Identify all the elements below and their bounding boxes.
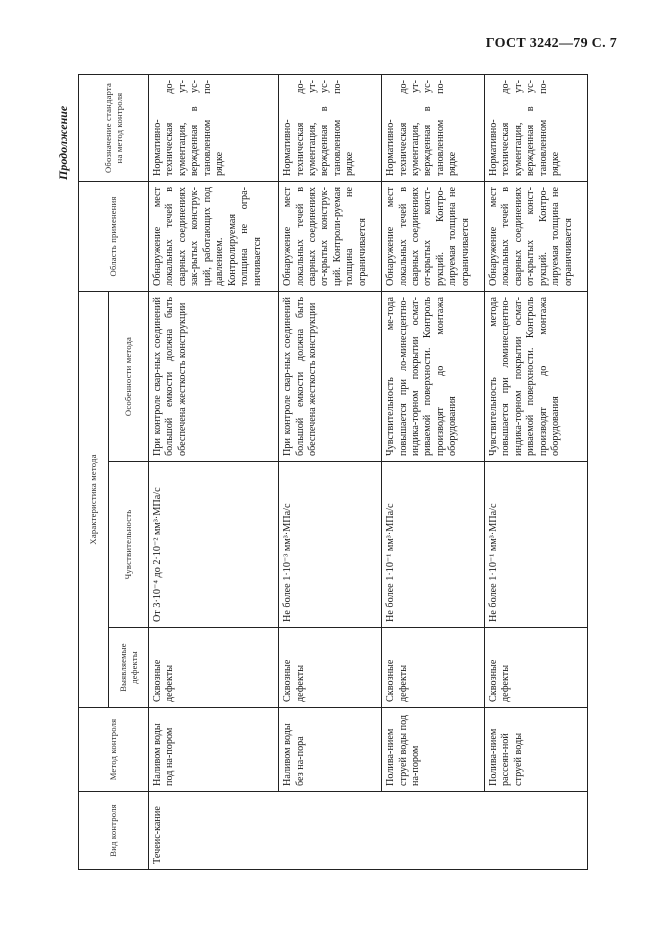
cell-sensitivity: Не более 1·10⁻¹ мм³·МПа/с [382, 462, 485, 628]
cell-features: Чувствительность ме-тода повышается при ло-минесцентно-индика-торном покрытии осмат-риваемой поверхности. Контроль производят до монтажа оборудования [382, 291, 485, 461]
cell-features: Чувствительность метода повышается при ломинесцентно-индика-торном покрытии осмат-риваемой поверхности. Контроль производят до монтажа оборудования [485, 291, 588, 461]
page-header: ГОСТ 3242—79 С. 7 [485, 36, 617, 51]
header-control-method: Метод контроля [79, 708, 149, 792]
header-method-features: Особенности метода [109, 291, 149, 461]
cell-application: Обнаружение мест локальных течей в сварных соединениях от-крытых конст-рукций. Контро-лируемая толщина не ограничивается [485, 181, 588, 291]
cell-standard: Нормативно-техническая до-кументация, ут-вержденная в ус-тановленном по-рядке [149, 74, 279, 181]
cell-features: При контроле свар-ных соединений большой емкости должна быть обеспечена жесткость конструкции [279, 291, 382, 461]
cell-defects: Сквозные дефекты [485, 628, 588, 708]
table-row [149, 74, 279, 869]
table-row [382, 74, 485, 869]
control-methods-table [78, 74, 588, 870]
continued-label: Продолжение [56, 105, 70, 180]
header-method-characteristics: Характеристика метода [79, 291, 109, 707]
cell-method: Полива-нием струей воды под на-пором [382, 708, 485, 792]
cell-defects: Сквозные дефекты [279, 628, 382, 708]
cell-features: При контроле свар-ных соединений большой емкости должна быть обеспечена жесткость конструкции [149, 291, 279, 461]
header-application: Область применения [79, 181, 149, 291]
cell-sensitivity: Не более 1·10⁻¹ мм³·МПа/с [485, 462, 588, 628]
cell-method: Наливом воды без на-пора [279, 708, 382, 792]
header-defects: Выявляемые дефекты [109, 628, 149, 708]
cell-method: Наливом воды под на-пором [149, 708, 279, 792]
cell-control-type: Течеис-кание [149, 792, 588, 870]
rotated-table-container [78, 75, 588, 870]
cell-defects: Сквозные дефекты [382, 628, 485, 708]
cell-standard: Нормативно-техническая до-кументация, ут-вержденная в ус-тановленном по-рядке [279, 74, 382, 181]
cell-standard: Нормативно-техническая до-кументация, ут-вержденная в ус-тановленном по-рядке [485, 74, 588, 181]
table-header-row [79, 74, 109, 869]
cell-application: Обнаружение мест локальных течей в сварных соединениях от-крытых конст-рукций. Контро-лируемая толщина не ограничивается [382, 181, 485, 291]
cell-application: Обнаружение мест локальных течей в сварных соединениях от-крытых конструк-ций. Контроли-руемая толщина не ограничивается [279, 181, 382, 291]
table-row [485, 74, 588, 869]
cell-sensitivity: Не более 1·10⁻³ мм³·МПа/с [279, 462, 382, 628]
header-sensitivity: Чувствительность [109, 462, 149, 628]
cell-application: Обнаружение мест локальных течей в сварных соединениях зак-рытых конструк-ций, работающих под давлением. Контролируемая толщина не огра-ничивается [149, 181, 279, 291]
header-standard: Обозначение стандарта на метод контроля [79, 74, 149, 181]
cell-defects: Сквозные дефекты [149, 628, 279, 708]
table-row [279, 74, 382, 869]
cell-standard: Нормативно-техническая до-кументация, ут-вержденная в ус-тановленном по-рядке [382, 74, 485, 181]
cell-method: Полива-нием рассеян-ной струей воды [485, 708, 588, 792]
header-control-type: Вид контроля [79, 792, 149, 870]
cell-sensitivity: От 3·10⁻⁴ до 2·10⁻² мм³·МПа/с [149, 462, 279, 628]
